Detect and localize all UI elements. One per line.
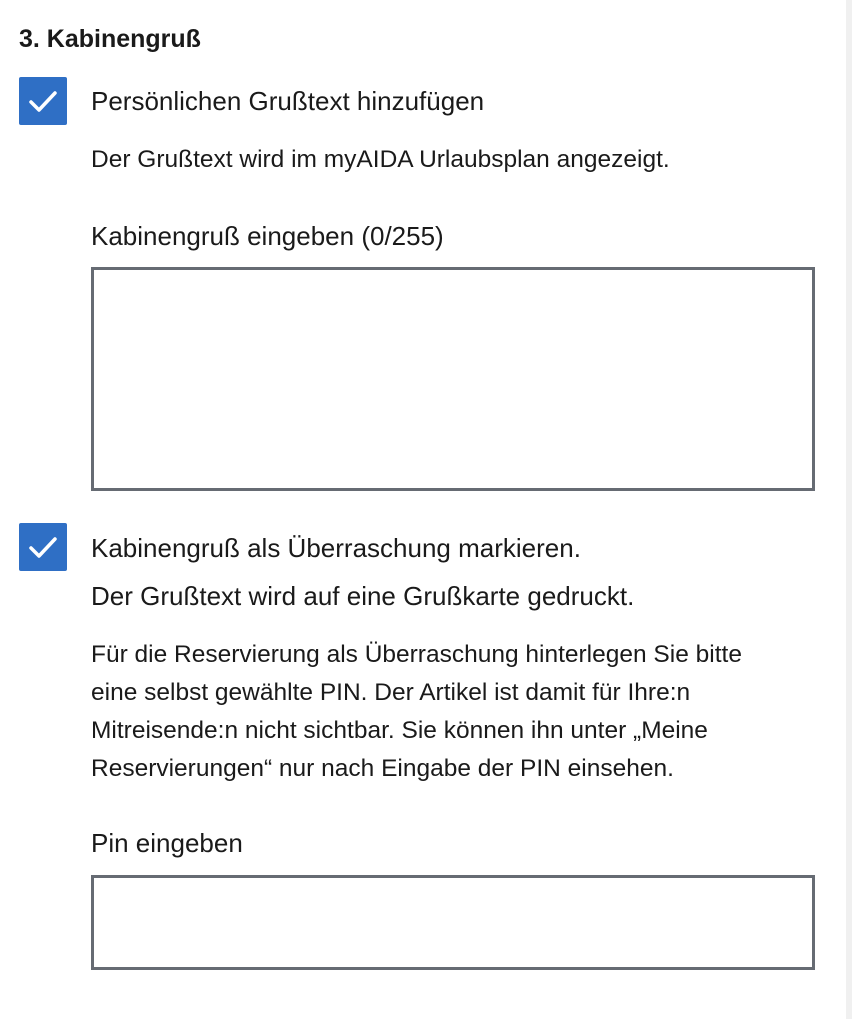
pin-field-label: Pin eingeben bbox=[91, 828, 243, 858]
pin-input-frame bbox=[91, 875, 815, 970]
surprise-info-line: Für die Reservierung als Überraschung hinterlegen Sie bitte bbox=[91, 641, 742, 668]
greeting-hint: Der Grußtext wird im myAIDA Urlaubsplan angezeigt. bbox=[91, 146, 670, 173]
checkmark-icon bbox=[19, 523, 67, 571]
surprise-info-line: Reservierungen“ nur nach Eingabe der PIN einsehen. bbox=[91, 755, 674, 782]
checkmark-icon bbox=[19, 77, 67, 125]
surprise-checkbox[interactable] bbox=[19, 523, 67, 571]
surprise-info-text bbox=[91, 636, 821, 788]
greeting-checkbox[interactable] bbox=[19, 77, 67, 125]
surprise-checkbox-label[interactable]: Kabinengruß als Überraschung markieren. bbox=[91, 533, 581, 563]
greeting-textarea-frame bbox=[91, 267, 815, 491]
surprise-info-line: Mitreisende:n nicht sichtbar. Sie können ihn unter „Meine bbox=[91, 717, 708, 744]
pin-input[interactable] bbox=[94, 878, 812, 967]
surprise-hint: Der Grußtext wird auf eine Grußkarte gedruckt. bbox=[91, 581, 635, 611]
greeting-field-label: Kabinengruß eingeben (0/255) bbox=[91, 221, 444, 251]
section-title: 3. Kabinengruß bbox=[19, 25, 201, 53]
scrollbar-track[interactable] bbox=[846, 0, 852, 1019]
greeting-textarea[interactable] bbox=[94, 270, 812, 488]
greeting-checkbox-label[interactable]: Persönlichen Grußtext hinzufügen bbox=[91, 86, 485, 116]
surprise-info-line: eine selbst gewählte PIN. Der Artikel ist damit für Ihre:n bbox=[91, 679, 691, 706]
